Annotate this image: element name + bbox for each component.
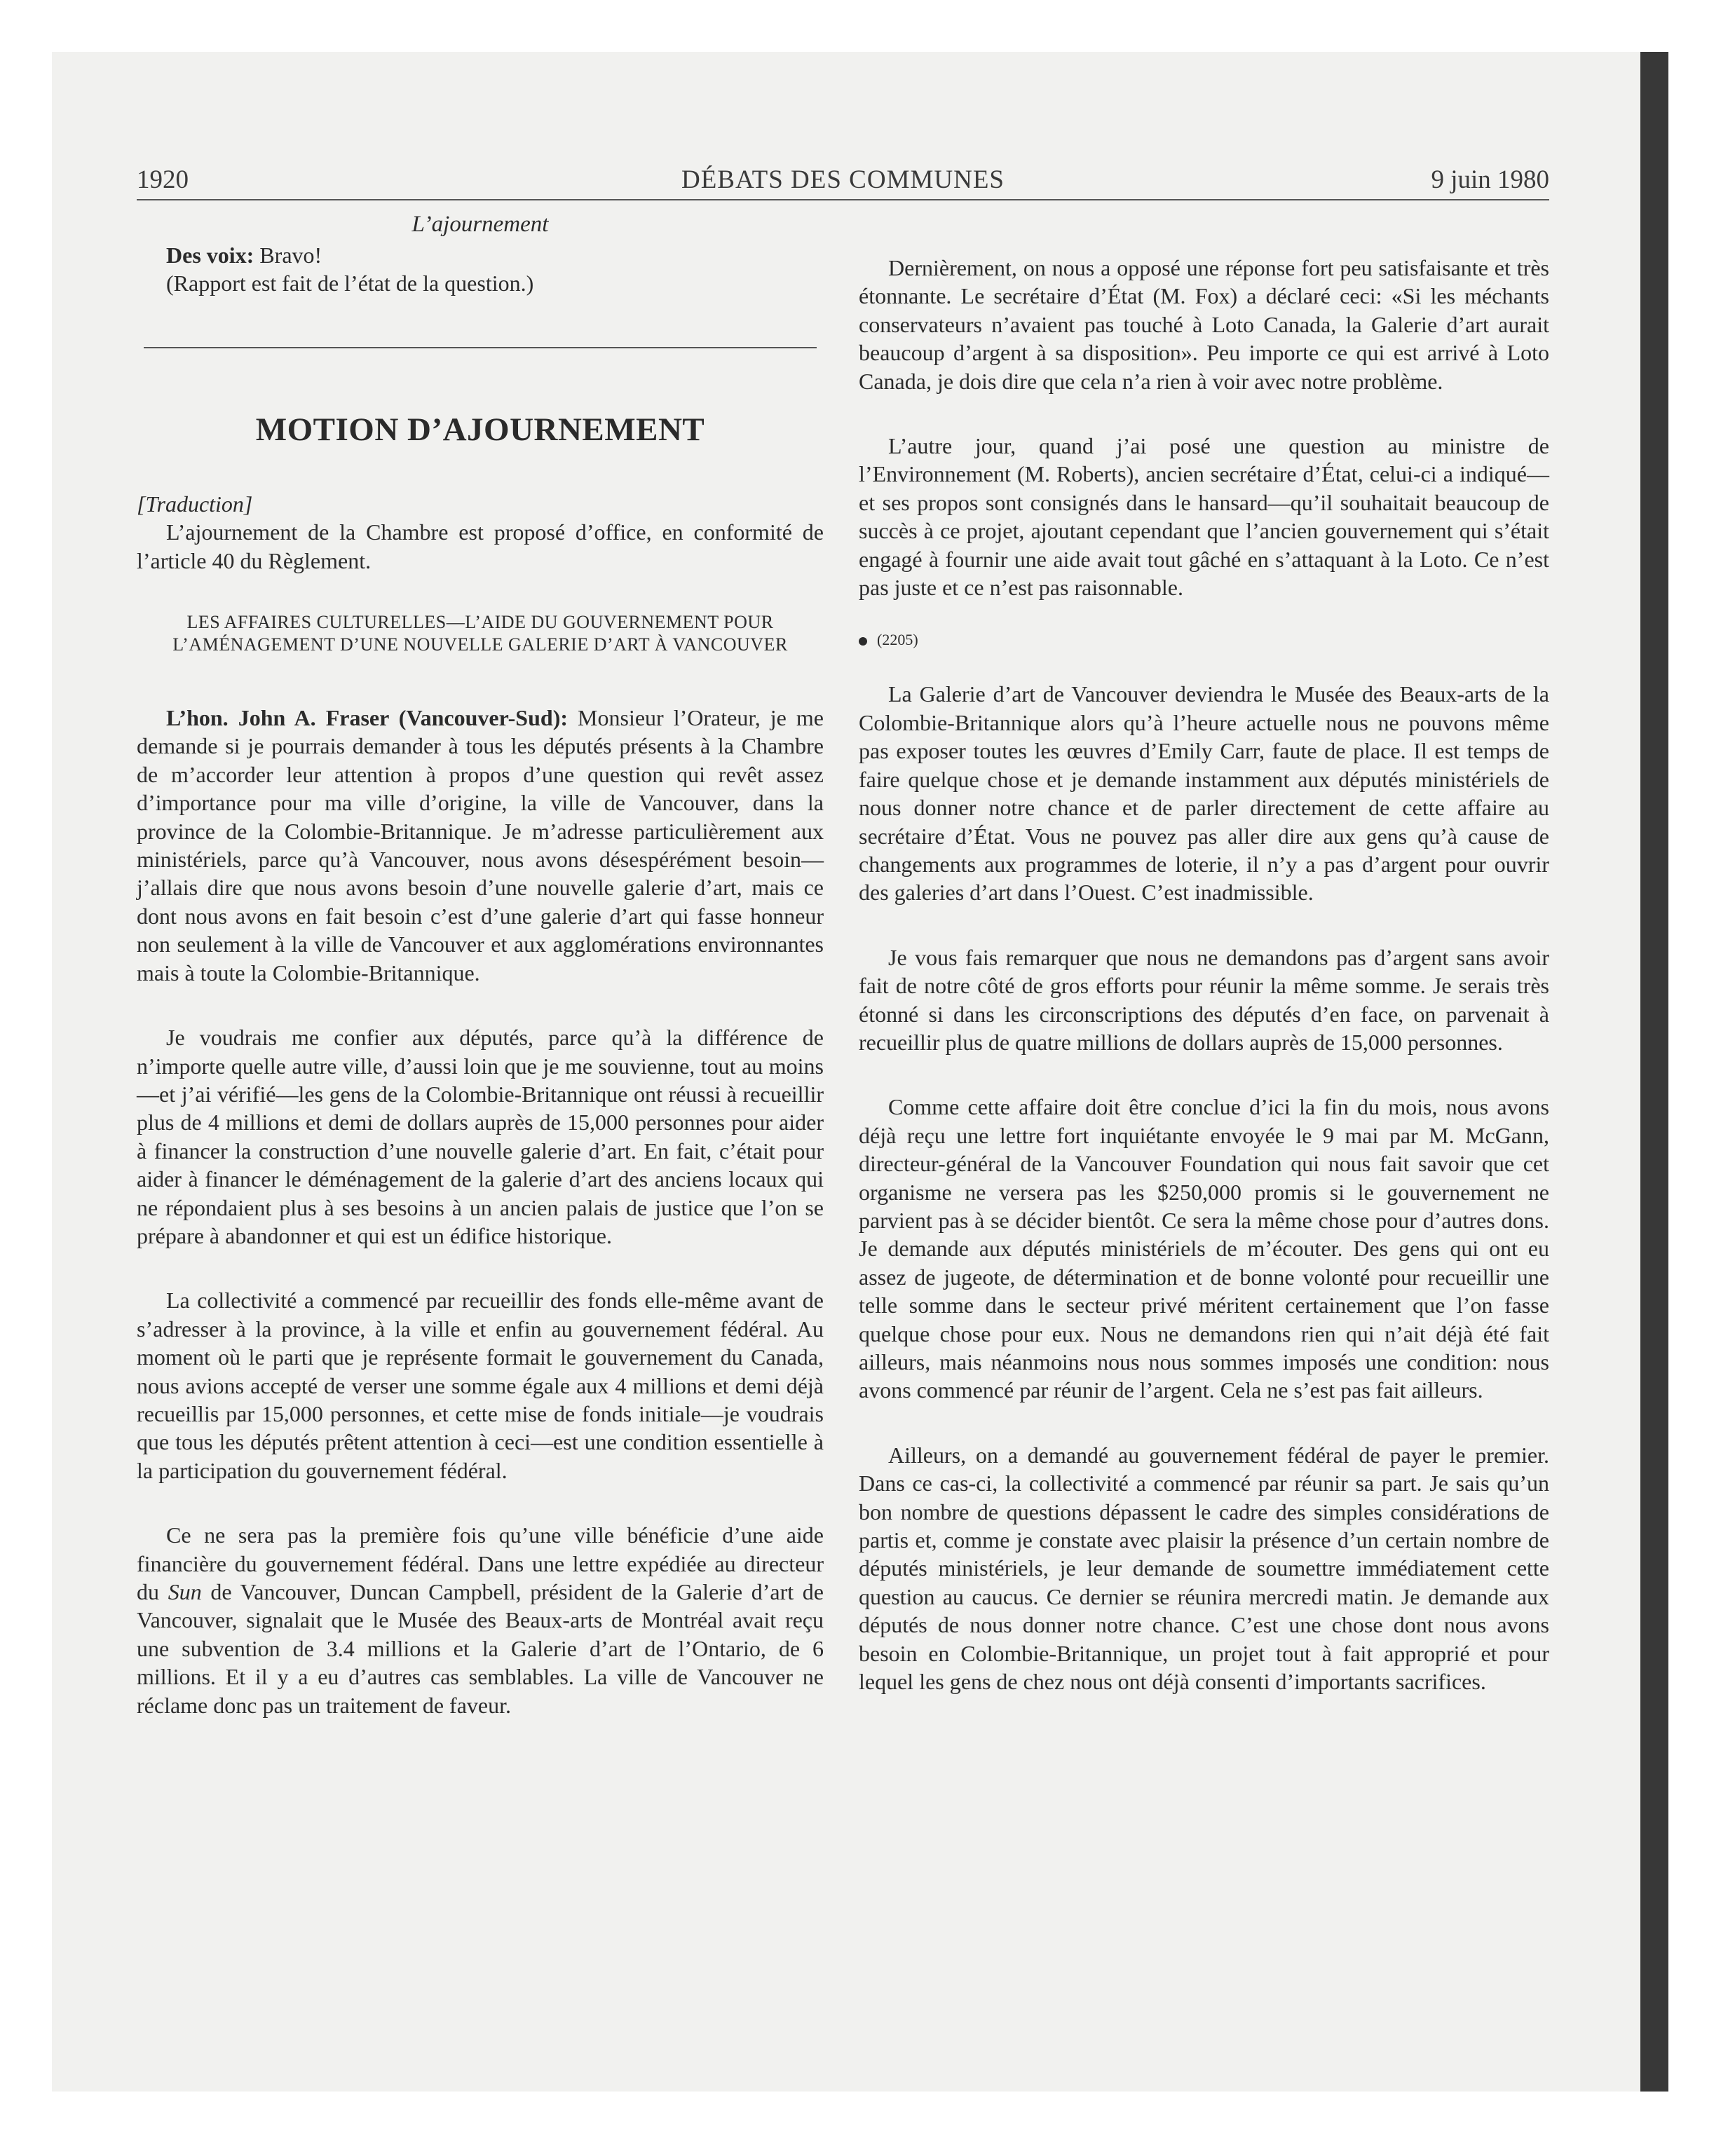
voices-line (137, 241, 824, 269)
speech-para-10: Ailleurs, on a demandé au gouvernement fédéral de payer le premier. Dans ce cas-ci, la collectivité a commencé par réunir sa part. Je sais qu’un bon nombre de questions dépassent le cadre des simples considérations de partis et, comme je constate avec plaisir la présence d’un certain nombre de députés ministériels, je leur demande de soumettre immédiatement cette question au caucus. Ce dernier se réunira mercredi matin. Je demande aux députés de nous donner notre chance. C’est une chose dont nous avons besoin en Colombie-Britannique, un projet tout à fait approprié et pour lequel les gens de chez nous ont déjà consenti d’importants sacrifices. (859, 1442, 1549, 1695)
header-rule (137, 199, 1549, 200)
time-marker (859, 629, 1549, 650)
motion-title: MOTION D’AJOURNEMENT (255, 411, 705, 448)
speech-para-9: Comme cette affaire doit être conclue d’ici la fin du mois, nous avons déjà reçu une lettre fort inquiétante envoyée le 9 mai par M. McGann, directeur-général de la Vancouver Foundation qui nous fait savoir que cet organisme ne versera pas les $250,000 promis si le gouvernement ne parvient pas à se décider bientôt. Ce sera la même chose pour d’autres dons. Je demande aux députés ministériels de m’écouter. Des gens qui ont eu assez de jugeote, de détermination et de bonne volonté pour recueillir une telle somme dans le secteur privé méritent certainement que l’on fasse quelque chose pour eux. Nous ne demandons rien qui n’ait déjà été fait ailleurs, mais néanmoins nous nous sommes imposés une condition: nous avons commencé par réunir de l’argent. Cela ne s’est pas fait ailleurs. (859, 1094, 1549, 1403)
page-date: 9 juin 1980 (1431, 165, 1549, 194)
topic-heading: LES AFFAIRES CULTURELLES—L’AIDE DU GOUVERNEMENT POUR L’AMÉNAGEMENT D’UNE NOUVELLE GALERIE D’ART À VANCOUVER (172, 612, 788, 655)
voices-speaker: Des voix: (166, 243, 254, 268)
publication-title: DÉBATS DES COMMUNES (681, 165, 1005, 194)
speech-para-7: La Galerie d’art de Vancouver deviendra le Musée des Beaux-arts de la Colombie-Britannique alors qu’à l’heure actuelle nous ne pouvons même pas exposer toutes les œuvres d’Emily Carr, faute de place. Il est temps de faire quelque chose et je demande instamment aux députés ministériels de nous donner notre chance et de parler directement de cette affaire au secrétaire d’État. Vous ne pouvez pas aller dire aux gens qu’à cause de changements aux programmes de loterie, il n’y a pas d’argent pour ouvrir des galeries d’art dans l’Ouest. C’est inadmissible. (859, 681, 1549, 906)
speaker-name: L’hon. John A. Fraser (Vancouver-Sud): (166, 705, 568, 731)
speech-para-5: Dernièrement, on nous a opposé une réponse fort peu satisfaisante et très étonnante. Le secrétaire d’État (M. Fox) a déclaré ceci: «Si les méchants conservateurs n’avaient pas touché à Loto Canada, la Galerie d’art aurait beaucoup d’argent à sa disposition». Peu importe ce qui est arrivé à Loto Canada, je dois dire que cela n’a rien à voir avec notre problème. (859, 255, 1549, 394)
speech-para-2: Je voudrais me confier aux députés, parce qu’à la différence de n’importe quelle autre ville, d’aussi loin que je me souvienne, tout au moins—et j’ai vérifié—les gens de la Colombie-Britannique ont réussi à recueillir plus de 4 millions et demi de dollars auprès de 15,000 personnes pour aider à financer la construction d’une nouvelle galerie d’art. En fait, c’était pour aider à financer le déménagement de la galerie d’art des anciens locaux qui ne répondaient plus à ses besoins à un ancien palais de justice que l’on se prépare à abandonner et qui est un édifice historique. (137, 1025, 824, 1248)
bullet-dot-icon (859, 637, 867, 646)
traduction-note: [Traduction] (137, 491, 253, 517)
page-number: 1920 (137, 165, 189, 194)
speech-text-4b: de Vancouver, Duncan Campbell, président de la Galerie d’art de Vancouver, signalait que le Musée des Beaux-arts de Montréal avait reçu une subvention de 3.4 millions et la Galerie d’art de l’Ontario, de 6 millions. Et il y a eu d’autres cas semblables. La ville de Vancouver ne réclame donc pas un traitement de faveur. (137, 1579, 824, 1718)
right-column (859, 210, 1549, 1696)
page-header (137, 163, 1549, 198)
newspaper-name: Sun (168, 1579, 202, 1604)
speech-para-3: La collectivité a commencé par recueillir des fonds elle-même avant de s’adresser à la province, à la ville et enfin au gouvernement fédéral. Au moment où le parti que je représente formait le gouvernement du Canada, nous avions accepté de verser une somme égale aux 4 millions et demi déjà recueillis par 15,000 personnes, et cette mise de fonds initiale—je voudrais que tous les députés prêtent attention à ceci—est une condition essentielle à la participation du gouvernement fédéral. (137, 1288, 824, 1483)
speech-text-1: Monsieur l’Orateur, je me demande si je pourrais demander à tous les députés présents à la Chambre de m’accorder leur attention à propos d’une question qui revêt assez d’importance pour ma ville d’origine, la ville de Vancouver, dans la province de la Colombie-Britannique. Je m’adresse particulièrement aux ministériels, parce qu’à Vancouver, nous avons désespérément besoin—j’allais dire que nous avons besoin d’une nouvelle galerie d’art, mais ce dont nous avons en fait besoin c’est d’une galerie d’art qui fasse honneur non seulement à la ville de Vancouver et aux agglomérations environnantes mais à toute la Colombie-Britannique. (137, 705, 824, 985)
speech-para-1 (137, 704, 824, 987)
speech-text-4a: Ce ne sera pas la première fois qu’une ville bénéficie d’une aide financière du gouvernement fédéral. Dans une lettre expédiée au directeur du (137, 1522, 824, 1604)
voices-text: Bravo! (259, 243, 322, 268)
speech-para-6: L’autre jour, quand j’ai posé une question au ministre de l’Environnement (M. Roberts), ancien secrétaire d’État, celui-ci a indiqué—et ses propos sont consignés dans le hansard—qu’il souhaitait beaucoup de succès à ce projet, ajoutant cependant que l’ancien gouvernement qui s’était engagé à fournir une aide avait tout gâché en s’attaquant à la Loto. Ce n’est pas juste et ce n’est pas raisonnable. (859, 433, 1549, 601)
report-line: (Rapport est fait de l’état de la question.) (166, 271, 534, 296)
section-label: L’ajournement (411, 212, 549, 237)
motion-text: L’ajournement de la Chambre est proposé d’office, en conformité de l’article 40 du Règlement. (137, 519, 824, 573)
time-marker-text: (2205) (877, 631, 918, 649)
speech-para-8: Je vous fais remarquer que nous ne demandons pas d’argent sans avoir fait de notre côté de gros efforts pour réunir la même somme. Je serais très étonné si dans les circonscriptions des députés d’en face, on parvenait à recueillir plus de quatre millions de dollars auprès de 15,000 personnes. (859, 944, 1549, 1055)
scan-edge-bar (1640, 52, 1668, 2092)
left-column (137, 210, 824, 1719)
speech-para-4 (137, 1521, 824, 1719)
